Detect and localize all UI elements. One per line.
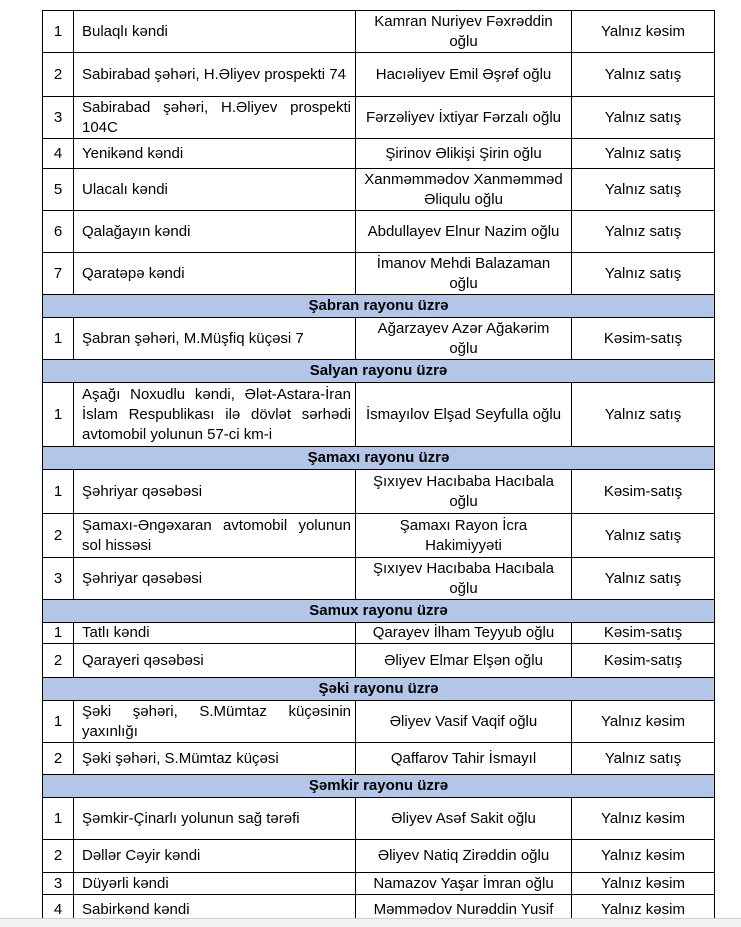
row-number: 2 bbox=[43, 644, 74, 678]
table-row bbox=[43, 253, 715, 295]
table-row bbox=[43, 798, 715, 840]
address-cell: Şamaxı-Əngəxaran avtomobil yolunun sol hissəsi bbox=[74, 514, 356, 558]
district-heading: Şabran rayonu üzrə bbox=[43, 295, 715, 318]
district-group-row bbox=[43, 360, 715, 383]
address-cell: Sabirabad şəhəri, H.Əliyev prospekti 104C bbox=[74, 97, 356, 139]
owner-cell: Şıxıyev Hacıbaba Hacıbala oğlu bbox=[356, 470, 572, 514]
activity-type-cell: Kəsim-satış bbox=[572, 318, 715, 360]
row-number: 4 bbox=[43, 139, 74, 169]
activity-type-cell: Yalnız satış bbox=[572, 211, 715, 253]
table-row bbox=[43, 743, 715, 775]
table-row bbox=[43, 644, 715, 678]
row-number: 1 bbox=[43, 798, 74, 840]
address-cell: Şəki şəhəri, S.Mümtaz küçəsinin yaxınlığı bbox=[74, 701, 356, 743]
table-row bbox=[43, 470, 715, 514]
owner-cell: İsmayılov Elşad Seyfulla oğlu bbox=[356, 383, 572, 447]
address-cell: Qaratəpə kəndi bbox=[74, 253, 356, 295]
owner-cell: Qaffarov Tahir İsmayıl bbox=[356, 743, 572, 775]
activity-type-cell: Yalnız satış bbox=[572, 743, 715, 775]
activity-type-cell: Yalnız satış bbox=[572, 558, 715, 600]
owner-cell: Əliyev Vasif Vaqif oğlu bbox=[356, 701, 572, 743]
row-number: 2 bbox=[43, 53, 74, 97]
activity-type-cell: Yalnız kəsim bbox=[572, 840, 715, 873]
row-number: 4 bbox=[43, 895, 74, 925]
table-row bbox=[43, 318, 715, 360]
row-number: 3 bbox=[43, 873, 74, 895]
table-row bbox=[43, 623, 715, 644]
district-group-row bbox=[43, 600, 715, 623]
address-cell: Aşağı Noxudlu kəndi, Ələt-Astara-İran İslam Respublikası ilə dövlət sərhədi avtomobil yolunun 57-ci km-i bbox=[74, 383, 356, 447]
owner-cell: Məmmədov Nurəddin Yusif bbox=[356, 895, 572, 925]
owner-cell: Ağarzayev Azər Ağakərim oğlu bbox=[356, 318, 572, 360]
address-cell: Sabirabad şəhəri, H.Əliyev prospekti 74 bbox=[74, 53, 356, 97]
district-heading: Şəki rayonu üzrə bbox=[43, 678, 715, 701]
table-row bbox=[43, 169, 715, 211]
address-cell: Yenikənd kəndi bbox=[74, 139, 356, 169]
activity-type-cell: Yalnız kəsim bbox=[572, 701, 715, 743]
activity-type-cell: Yalnız satış bbox=[572, 97, 715, 139]
row-number: 1 bbox=[43, 11, 74, 53]
row-number: 7 bbox=[43, 253, 74, 295]
owner-cell: İmanov Mehdi Balazaman oğlu bbox=[356, 253, 572, 295]
district-heading: Samux rayonu üzrə bbox=[43, 600, 715, 623]
table-row bbox=[43, 701, 715, 743]
owner-cell: Əliyev Elmar Elşən oğlu bbox=[356, 644, 572, 678]
owner-cell: Xanməmmədov Xanməmməd Əliqulu oğlu bbox=[356, 169, 572, 211]
address-cell: Şabran şəhəri, M.Müşfiq küçəsi 7 bbox=[74, 318, 356, 360]
table-row bbox=[43, 11, 715, 53]
table-row bbox=[43, 139, 715, 169]
owner-cell: Hacıəliyev Emil Əşrəf oğlu bbox=[356, 53, 572, 97]
row-number: 1 bbox=[43, 470, 74, 514]
row-number: 1 bbox=[43, 318, 74, 360]
activity-type-cell: Yalnız kəsim bbox=[572, 895, 715, 925]
document-sheet bbox=[42, 10, 714, 925]
row-number: 1 bbox=[43, 623, 74, 644]
activity-type-cell: Yalnız satış bbox=[572, 253, 715, 295]
table-row bbox=[43, 514, 715, 558]
activity-type-cell: Yalnız satış bbox=[572, 139, 715, 169]
owner-cell: Şıxıyev Hacıbaba Hacıbala oğlu bbox=[356, 558, 572, 600]
owner-cell: Qarayev İlham Teyyub oğlu bbox=[356, 623, 572, 644]
owner-cell: Şirinov Əlikişi Şirin oğlu bbox=[356, 139, 572, 169]
registry-table-body bbox=[43, 11, 715, 925]
activity-type-cell: Kəsim-satış bbox=[572, 470, 715, 514]
district-heading: Salyan rayonu üzrə bbox=[43, 360, 715, 383]
owner-cell: Əliyev Natiq Zirəddin oğlu bbox=[356, 840, 572, 873]
row-number: 6 bbox=[43, 211, 74, 253]
address-cell: Şəhriyar qəsəbəsi bbox=[74, 558, 356, 600]
row-number: 3 bbox=[43, 97, 74, 139]
address-cell: Qalağayın kəndi bbox=[74, 211, 356, 253]
owner-cell: Fərzəliyev İxtiyar Fərzalı oğlu bbox=[356, 97, 572, 139]
district-heading: Şamaxı rayonu üzrə bbox=[43, 447, 715, 470]
address-cell: Şəki şəhəri, S.Mümtaz küçəsi bbox=[74, 743, 356, 775]
table-row bbox=[43, 840, 715, 873]
registry-table bbox=[42, 10, 715, 925]
table-row bbox=[43, 558, 715, 600]
owner-cell: Namazov Yaşar İmran oğlu bbox=[356, 873, 572, 895]
address-cell: Ulacalı kəndi bbox=[74, 169, 356, 211]
district-heading: Şəmkir rayonu üzrə bbox=[43, 775, 715, 798]
activity-type-cell: Kəsim-satış bbox=[572, 644, 715, 678]
activity-type-cell: Yalnız kəsim bbox=[572, 11, 715, 53]
activity-type-cell: Yalnız satış bbox=[572, 53, 715, 97]
district-group-row bbox=[43, 295, 715, 318]
table-row bbox=[43, 873, 715, 895]
table-row bbox=[43, 211, 715, 253]
row-number: 5 bbox=[43, 169, 74, 211]
row-number: 2 bbox=[43, 743, 74, 775]
address-cell: Bulaqlı kəndi bbox=[74, 11, 356, 53]
owner-cell: Şamaxı Rayon İcra Hakimiyyəti bbox=[356, 514, 572, 558]
row-number: 2 bbox=[43, 840, 74, 873]
address-cell: Şəhriyar qəsəbəsi bbox=[74, 470, 356, 514]
activity-type-cell: Yalnız satış bbox=[572, 514, 715, 558]
activity-type-cell: Yalnız satış bbox=[572, 169, 715, 211]
row-number: 3 bbox=[43, 558, 74, 600]
district-group-row bbox=[43, 678, 715, 701]
district-group-row bbox=[43, 775, 715, 798]
table-row bbox=[43, 53, 715, 97]
row-number: 1 bbox=[43, 701, 74, 743]
owner-cell: Kamran Nuriyev Fəxrəddin oğlu bbox=[356, 11, 572, 53]
owner-cell: Abdullayev Elnur Nazim oğlu bbox=[356, 211, 572, 253]
row-number: 2 bbox=[43, 514, 74, 558]
row-number: 1 bbox=[43, 383, 74, 447]
address-cell: Sabirkənd kəndi bbox=[74, 895, 356, 925]
address-cell: Tatlı kəndi bbox=[74, 623, 356, 644]
activity-type-cell: Yalnız satış bbox=[572, 383, 715, 447]
district-group-row bbox=[43, 447, 715, 470]
address-cell: Şəmkir-Çinarlı yolunun sağ tərəfi bbox=[74, 798, 356, 840]
table-row bbox=[43, 383, 715, 447]
owner-cell: Əliyev Asəf Sakit oğlu bbox=[356, 798, 572, 840]
address-cell: Düyərli kəndi bbox=[74, 873, 356, 895]
address-cell: Dəllər Cəyir kəndi bbox=[74, 840, 356, 873]
activity-type-cell: Kəsim-satış bbox=[572, 623, 715, 644]
activity-type-cell: Yalnız kəsim bbox=[572, 798, 715, 840]
table-row bbox=[43, 97, 715, 139]
activity-type-cell: Yalnız kəsim bbox=[572, 873, 715, 895]
address-cell: Qarayeri qəsəbəsi bbox=[74, 644, 356, 678]
